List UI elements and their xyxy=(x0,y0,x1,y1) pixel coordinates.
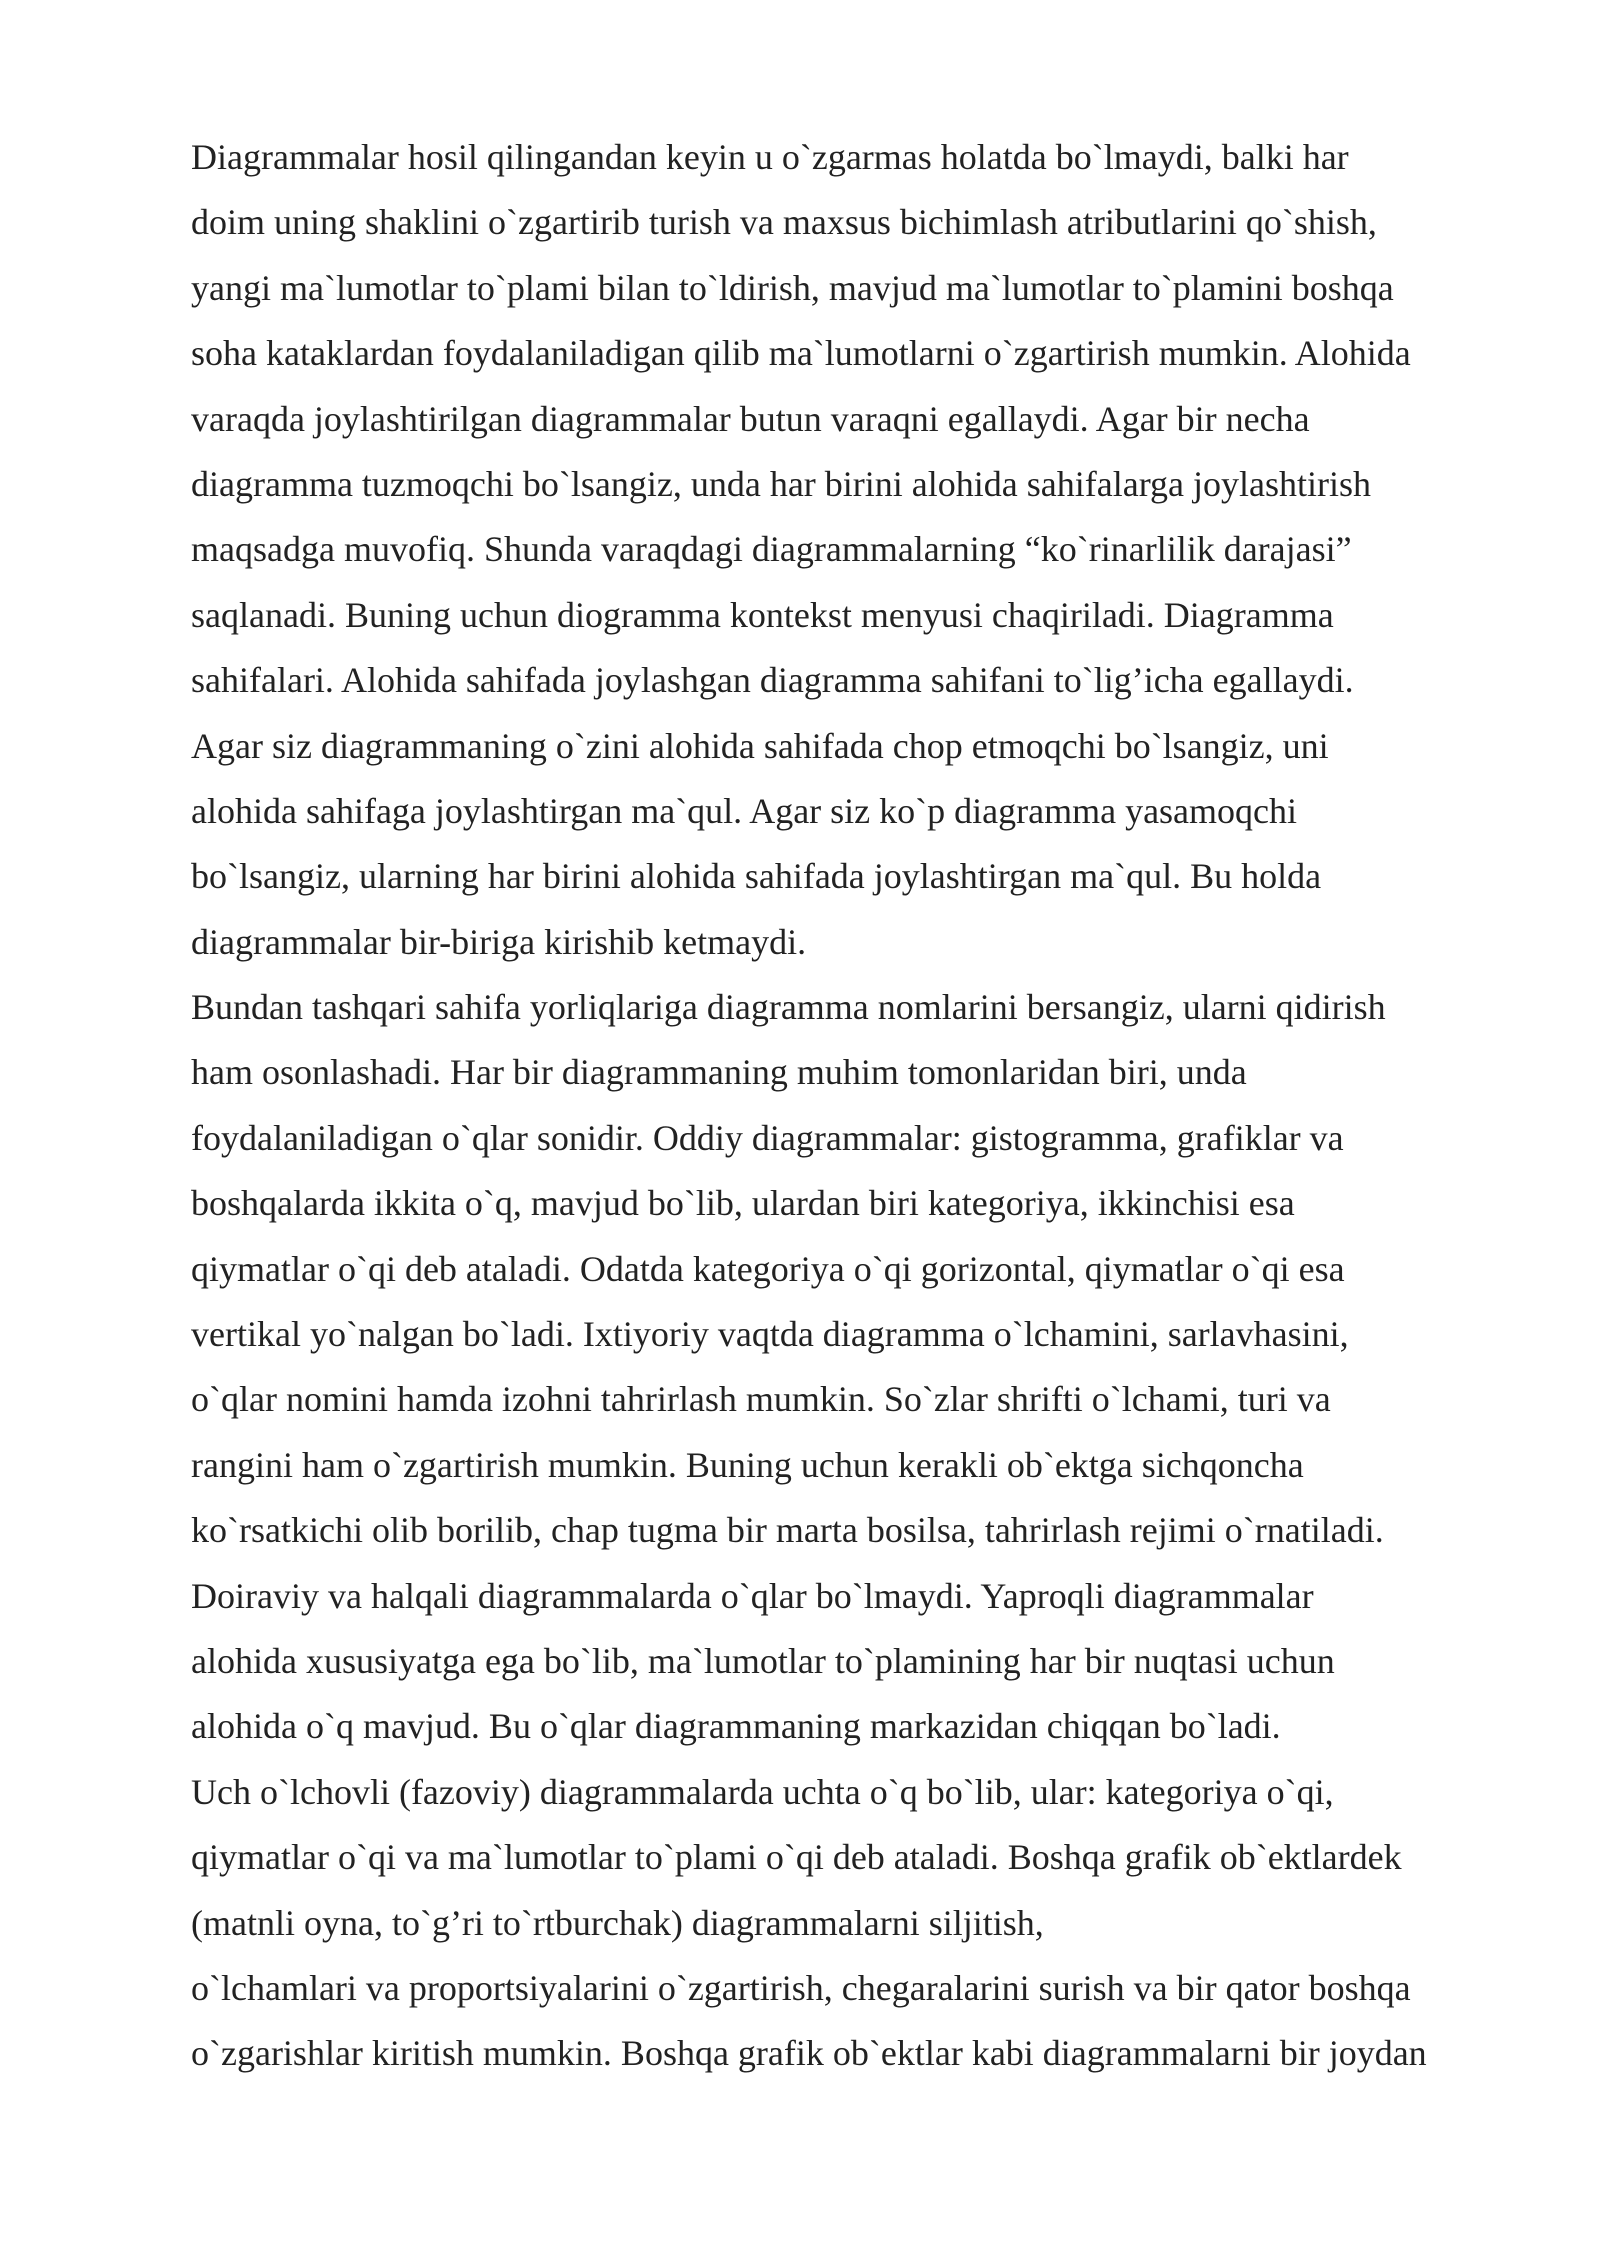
text-line: ko`rsatkichi olib borilib, chap tugma bir marta bosilsa, tahrirlash rejimi o`rnatiladi. xyxy=(191,1510,1384,1551)
text-line: doim uning shaklini o`zgartirib turish va maxsus bichimlash atributlarini qo`shish, xyxy=(191,202,1377,243)
text-line: Doiraviy va halqali diagrammalarda o`qlar bo`lmaydi. Yaproqli diagrammalar xyxy=(191,1575,1314,1616)
text-line: foydalaniladigan o`qlar sonidir. Oddiy diagrammalar: gistogramma, grafiklar va xyxy=(191,1117,1344,1158)
text-line: varaqda joylashtirilgan diagrammalar butun varaqni egallaydi. Agar bir necha xyxy=(191,398,1310,439)
text-line: bo`lsangiz, ularning har birini alohida sahifada joylashtirgan ma`qul. Bu holda xyxy=(191,856,1322,897)
text-line: maqsadga muvofiq. Shunda varaqdagi diagrammalarning “ko`rinarlilik darajasi” xyxy=(191,529,1352,570)
text-line: yangi ma`lumotlar to`plami bilan to`ldirish, mavjud ma`lumotlar to`plamini boshqa xyxy=(191,267,1394,308)
text-line: soha kataklardan foydalaniladigan qilib ma`lumotlarni o`zgartirish mumkin. Alohida xyxy=(191,333,1411,374)
text-line: vertikal yo`nalgan bo`ladi. Ixtiyoriy vaqtda diagramma o`lchamini, sarlavhasini, xyxy=(191,1314,1349,1355)
text-line: qiymatlar o`qi va ma`lumotlar to`plami o`qi deb ataladi. Boshqa grafik ob`ektlardek xyxy=(191,1837,1402,1878)
text-line: alohida sahifaga joylashtirgan ma`qul. Agar siz ko`p diagramma yasamoqchi xyxy=(191,790,1298,831)
text-line: alohida xususiyatga ega bo`lib, ma`lumotlar to`plamining har bir nuqtasi uchun xyxy=(191,1640,1335,1681)
text-line: alohida o`q mavjud. Bu o`qlar diagrammaning markazidan chiqqan bo`ladi. xyxy=(191,1706,1281,1747)
text-line: Agar siz diagrammaning o`zini alohida sahifada chop etmoqchi bo`lsangiz, uni xyxy=(191,725,1329,766)
text-line: Diagrammalar hosil qilingandan keyin u o`zgarmas holatda bo`lmaydi, balki har xyxy=(191,137,1349,177)
text-line: sahifalari. Alohida sahifada joylashgan diagramma sahifani to`lig’icha egallaydi. xyxy=(191,660,1354,701)
text-line: rangini ham o`zgartirish mumkin. Buning uchun kerakli ob`ektga sichqoncha xyxy=(191,1444,1304,1485)
text-line: o`qlar nomini hamda izohni tahrirlash mumkin. So`zlar shrifti o`lchami, turi va xyxy=(191,1379,1331,1420)
text-line: Uch o`lchovli (fazoviy) diagrammalarda uchta o`q bo`lib, ular: kategoriya o`qi, xyxy=(191,1771,1334,1812)
text-line: ham osonlashadi. Har bir diagrammaning muhim tomonlaridan biri, unda xyxy=(191,1052,1247,1093)
text-line: (matnli oyna, to`g’ri to`rtburchak) diagrammalarni siljitish, xyxy=(191,1902,1044,1943)
text-line: boshqalarda ikkita o`q, mavjud bo`lib, ulardan biri kategoriya, ikkinchisi esa xyxy=(191,1183,1295,1224)
text-line: saqlanadi. Buning uchun diogramma kontekst menyusi chaqiriladi. Diagramma xyxy=(191,594,1334,635)
text-line: o`lchamlari va proportsiyalarini o`zgartirish, chegaralarini surish va bir qator boshqa xyxy=(191,1967,1411,2008)
text-line: Bundan tashqari sahifa yorliqlariga diagramma nomlarini bersangiz, ularni qidirish xyxy=(191,987,1386,1028)
text-line: qiymatlar o`qi deb ataladi. Odatda kategoriya o`qi gorizontal, qiymatlar o`qi esa xyxy=(191,1248,1345,1289)
text-line: diagramma tuzmoqchi bo`lsangiz, unda har birini alohida sahifalarga joylashtirish xyxy=(191,463,1372,504)
body-text xyxy=(191,125,1511,2087)
text-line: diagrammalar bir-biriga kirishib ketmaydi. xyxy=(191,921,807,962)
text-line: o`zgarishlar kiritish mumkin. Boshqa grafik ob`ektlar kabi diagrammalarni bir joydan xyxy=(191,2033,1427,2074)
